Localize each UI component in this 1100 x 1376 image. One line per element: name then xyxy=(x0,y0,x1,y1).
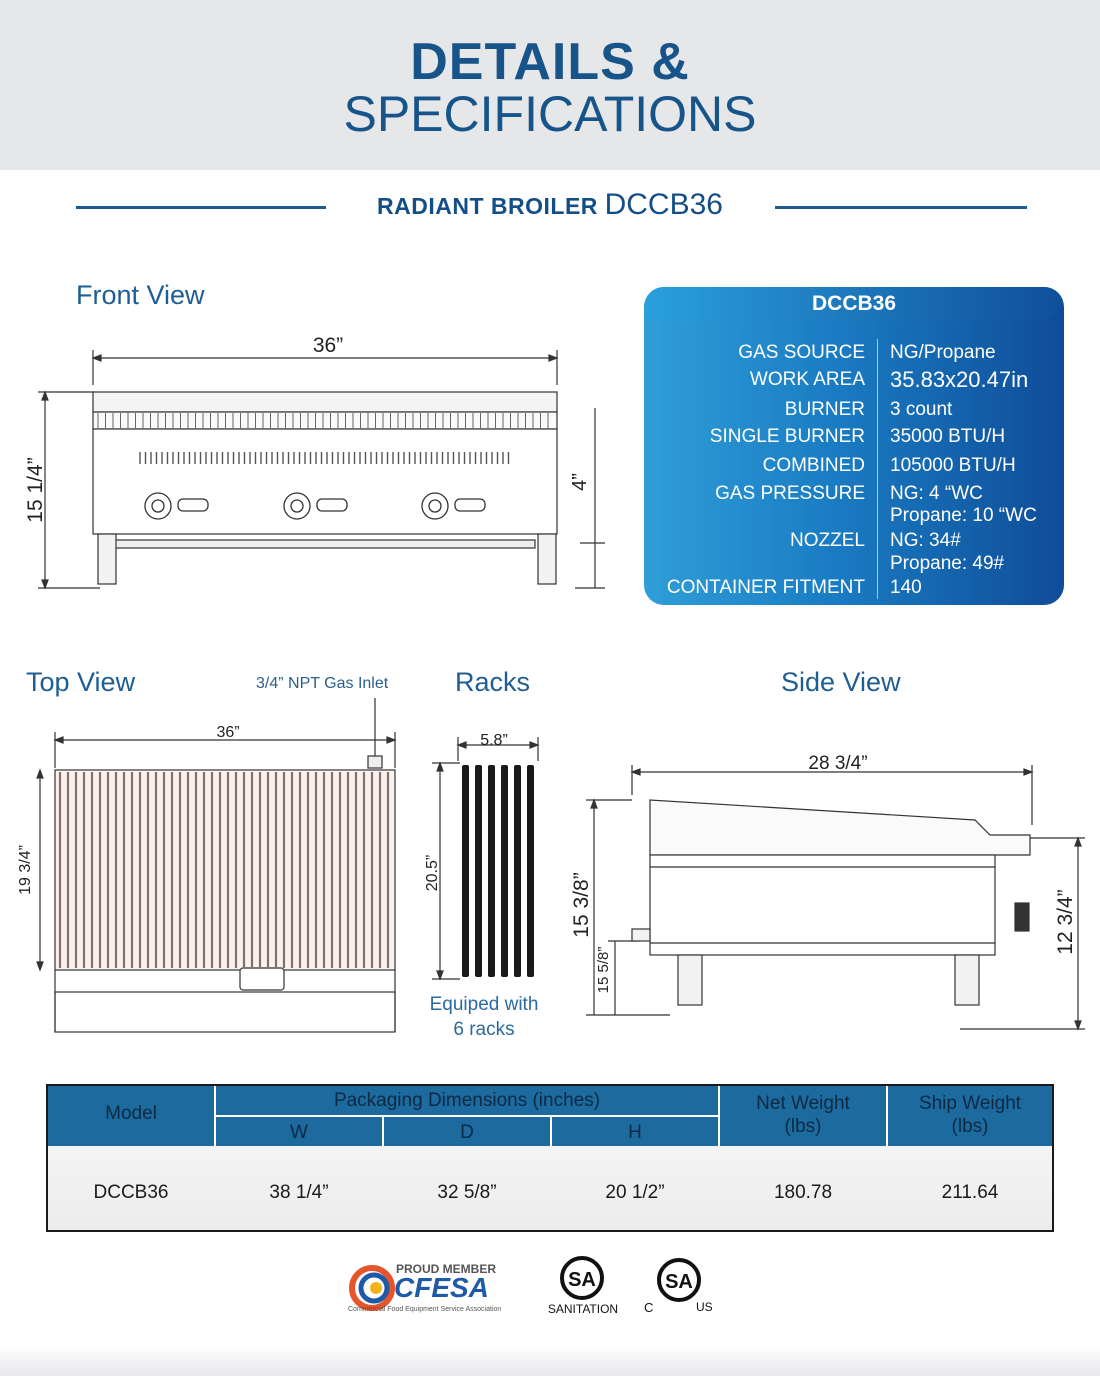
front-view-title: Front View xyxy=(76,280,205,310)
spec-value-2: Propane: 10 “WC xyxy=(890,505,1037,526)
td-ship-weight: 211.64 xyxy=(941,1182,999,1203)
csa-cus-mark xyxy=(644,1256,718,1318)
front-height-dim: 15 1/4” xyxy=(24,457,47,523)
csa-us-label: US xyxy=(696,1300,713,1314)
svg-text:SA: SA xyxy=(665,1271,693,1293)
top-view-title: Top View xyxy=(26,667,136,697)
spec-key: WORK AREA xyxy=(749,369,865,390)
front-width-dim: 36” xyxy=(312,334,344,357)
spec-value: NG: 4 “WC xyxy=(890,483,983,504)
th-ship-weight-2: (lbs) xyxy=(951,1116,989,1137)
header-line-2: SPECIFICATIONS xyxy=(343,86,757,142)
spec-key: SINGLE BURNER xyxy=(709,426,865,447)
td-h: 20 1/2” xyxy=(605,1182,665,1203)
front-view-drawing xyxy=(20,330,620,600)
side-view-title: Side View xyxy=(781,667,901,697)
rack-bar xyxy=(501,765,508,977)
cfesa-top-text: PROUD MEMBER xyxy=(396,1262,497,1276)
header-line-1: DETAILS & xyxy=(410,33,690,91)
csa-sanitation-mark xyxy=(546,1256,620,1318)
racks-note-line-1: Equiped with xyxy=(429,994,539,1015)
th-model: Model xyxy=(48,1086,214,1146)
spec-value: 3 count xyxy=(890,399,953,420)
td-model: DCCB36 xyxy=(93,1182,169,1203)
top-view-drawing xyxy=(10,698,410,1043)
spec-value: 35000 BTU/H xyxy=(890,426,1006,447)
spec-key: COMBINED xyxy=(762,455,865,476)
racks-note-line-2: 6 racks xyxy=(453,1019,515,1040)
spec-value: 105000 BTU/H xyxy=(890,455,1016,476)
th-net-weight-1: Net Weight xyxy=(756,1093,850,1114)
spec-key: GAS PRESSURE xyxy=(715,483,865,504)
spec-key: NOZZEL xyxy=(790,530,865,551)
spec-divider xyxy=(877,339,878,599)
csa-cus-icon xyxy=(652,1256,706,1306)
th-packaging: Packaging Dimensions (inches) xyxy=(216,1086,718,1115)
cfesa-logo xyxy=(348,1262,528,1318)
product-subtitle xyxy=(330,188,770,222)
subtitle-rule-right xyxy=(775,206,1027,209)
td-w: 38 1/4” xyxy=(269,1182,329,1203)
rack-bar xyxy=(527,765,534,977)
spec-value: 35.83x20.47in xyxy=(890,367,1029,392)
rack-bar xyxy=(488,765,495,977)
rack-width-dim: 5.8” xyxy=(480,732,508,749)
rack-bar xyxy=(514,765,521,977)
rack-bar xyxy=(475,765,482,977)
spec-value: NG: 34# xyxy=(890,530,961,551)
td-d: 32 5/8” xyxy=(437,1182,497,1203)
spec-card-title: DCCB36 xyxy=(644,287,1064,321)
cfesa-name: CFESA xyxy=(394,1272,489,1303)
product-model: DCCB36 xyxy=(604,188,723,221)
spec-value: 140 xyxy=(890,577,922,598)
side-height-dim: 15 3/8” xyxy=(570,872,593,938)
top-depth-dim: 19 3/4” xyxy=(17,845,34,895)
th-ship-weight-1: Ship Weight xyxy=(918,1093,1022,1114)
csa-c-label: C xyxy=(644,1300,654,1315)
th-ship-weight xyxy=(888,1086,1052,1146)
csa-sanitation-icon xyxy=(558,1256,608,1300)
svg-text:SA: SA xyxy=(568,1269,596,1291)
side-front-height-dim: 12 3/4” xyxy=(1054,889,1077,955)
spec-key: CONTAINER FITMENT xyxy=(666,577,865,598)
cfesa-sub: Commercial Food Equipment Service Association xyxy=(348,1306,502,1313)
rack-length-dim: 20.5” xyxy=(424,854,441,892)
racks-drawing xyxy=(420,725,560,985)
product-name: RADIANT BROILER xyxy=(377,193,598,219)
th-net-weight-2: (lbs) xyxy=(784,1116,822,1137)
racks-note xyxy=(424,992,544,1042)
td-net-weight: 180.78 xyxy=(773,1182,833,1203)
page-bottom-band xyxy=(0,1346,1100,1376)
side-inlet-height-dim: 15 5/8” xyxy=(595,946,612,994)
th-d: D xyxy=(384,1117,550,1146)
side-depth-dim: 28 3/4” xyxy=(808,753,868,774)
side-view-drawing xyxy=(560,745,1090,1045)
th-h: H xyxy=(552,1117,718,1146)
csa-sanitation-label: SANITATION xyxy=(547,1302,619,1316)
spec-key: GAS SOURCE xyxy=(738,342,865,363)
packaging-table xyxy=(46,1084,1054,1232)
top-width-dim: 36” xyxy=(216,724,240,741)
front-leg-dim: 4” xyxy=(569,473,591,491)
gas-inlet-label: 3/4” NPT Gas Inlet xyxy=(256,675,389,692)
spec-value-2: Propane: 49# xyxy=(890,553,1005,574)
spec-card xyxy=(644,287,1064,605)
racks-title: Racks xyxy=(455,667,531,697)
spec-key: BURNER xyxy=(784,399,865,420)
cfesa-swirl-icon xyxy=(348,1264,396,1312)
th-net-weight xyxy=(720,1086,886,1146)
page-header xyxy=(0,0,1100,170)
th-w: W xyxy=(216,1117,382,1146)
rack-bar xyxy=(462,765,469,977)
spec-value: NG/Propane xyxy=(890,342,996,363)
subtitle-rule-left xyxy=(76,206,326,209)
